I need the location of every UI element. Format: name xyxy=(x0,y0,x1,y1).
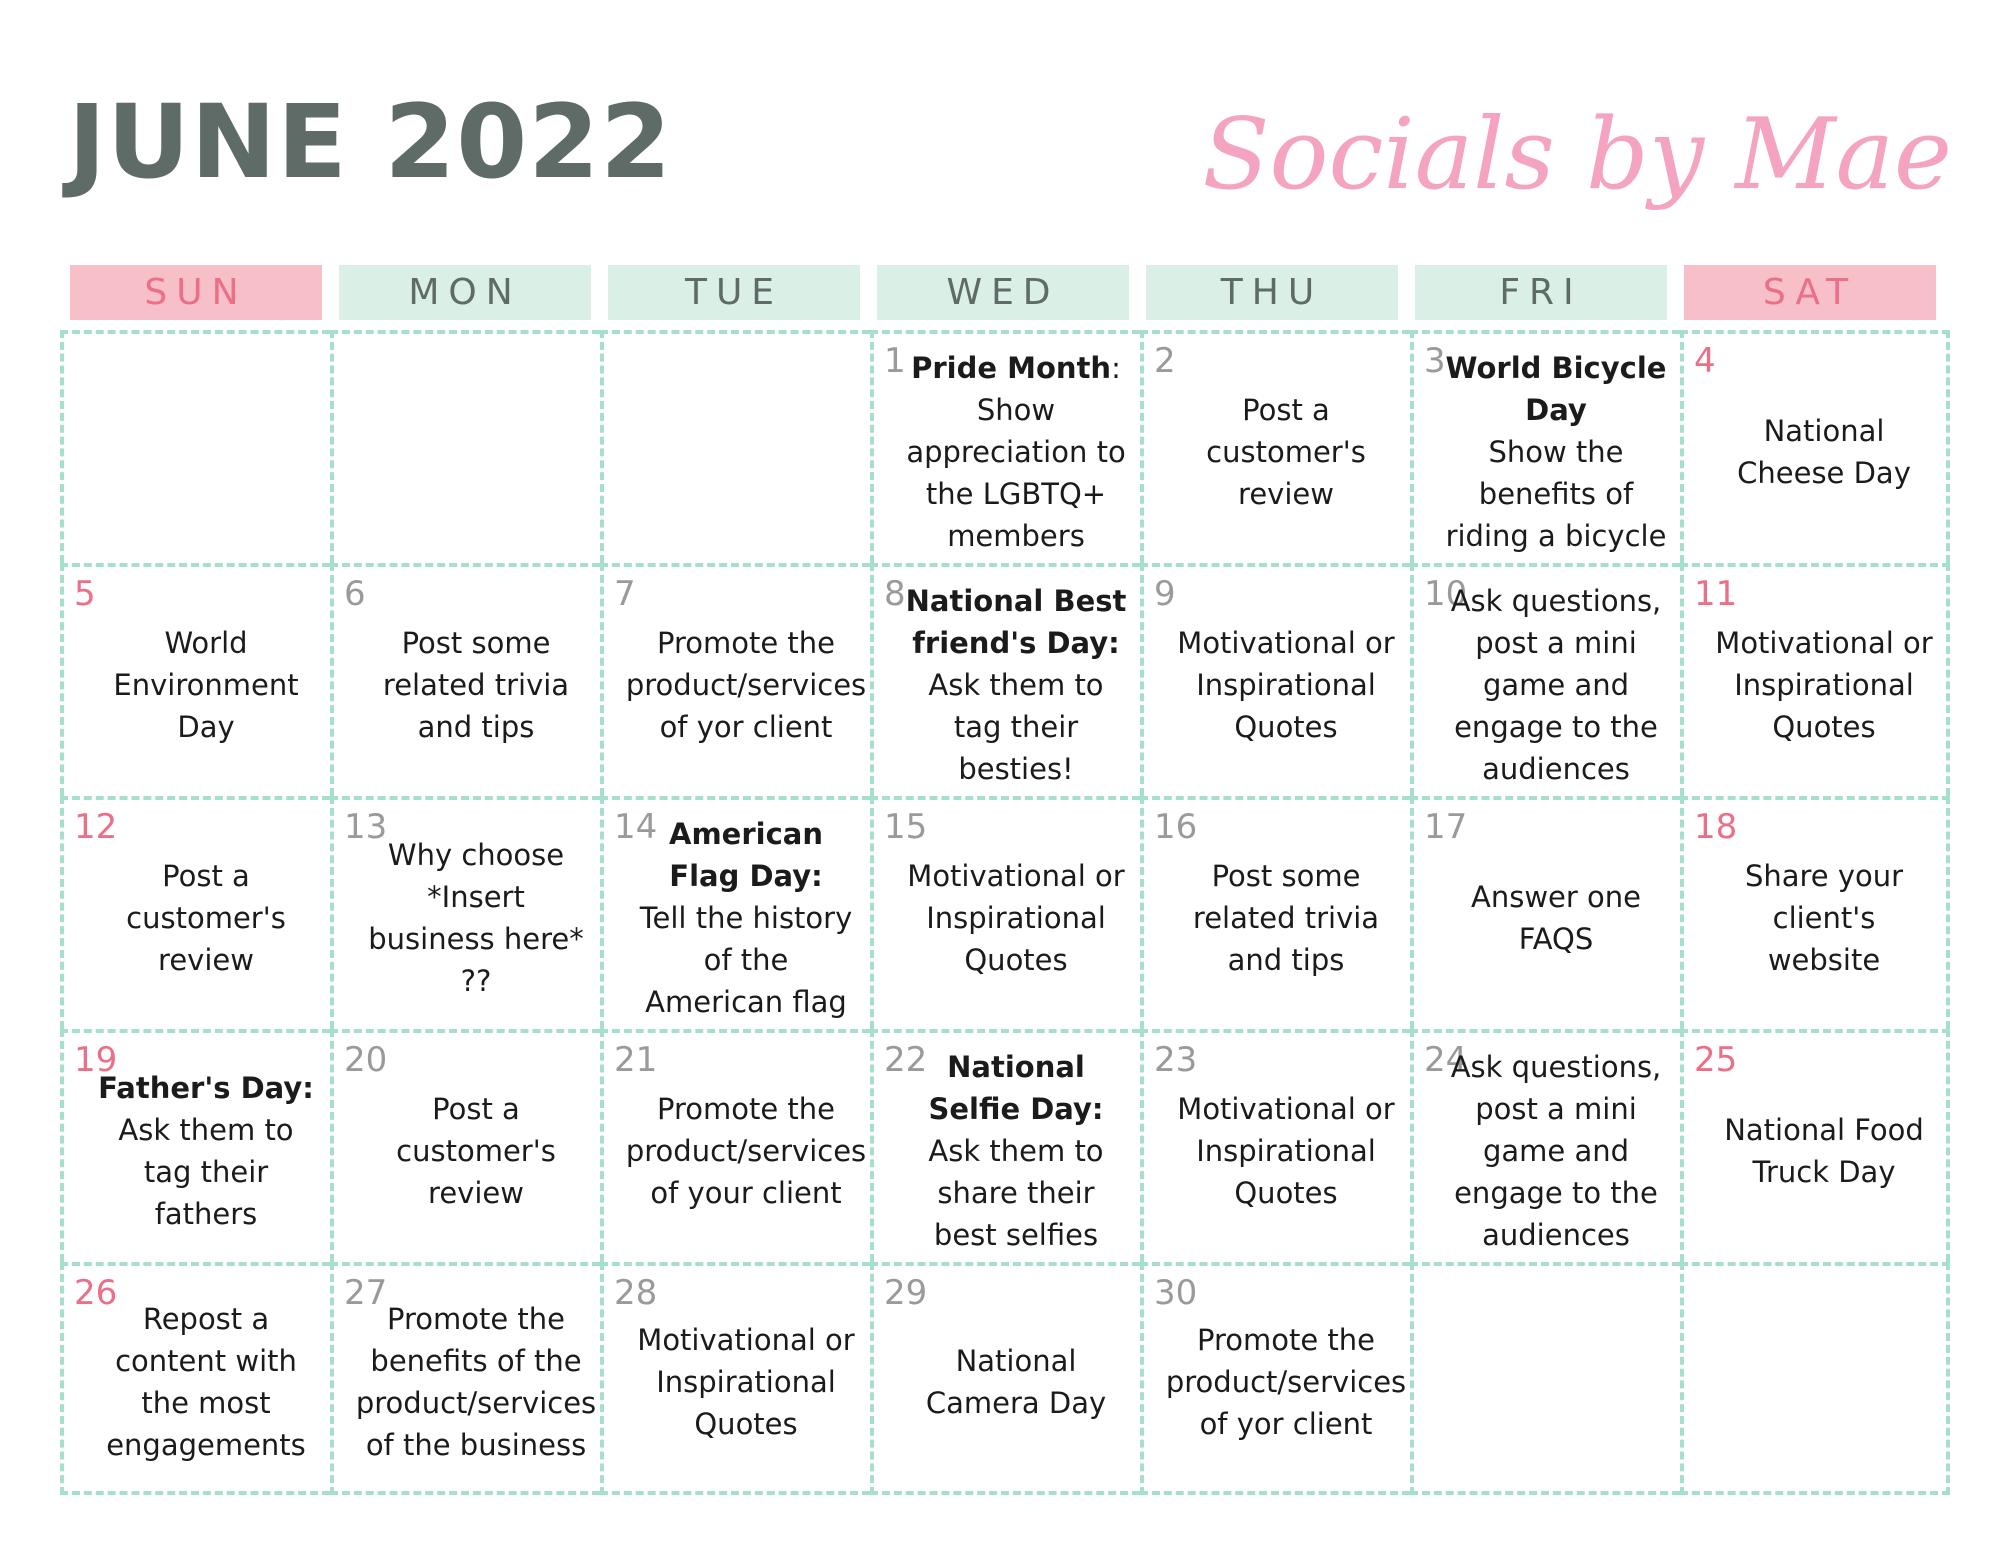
day-content xyxy=(1712,348,1936,555)
event-description: Motivational or Inspirational Quotes xyxy=(1177,1091,1395,1210)
day-content xyxy=(362,814,590,1021)
day-content xyxy=(625,581,867,788)
calendar-day-2 xyxy=(1140,330,1410,563)
event-description: Motivational or Inspirational Quotes xyxy=(1715,625,1933,744)
day-content xyxy=(902,1280,1130,1483)
calendar-day-13 xyxy=(330,796,600,1029)
event-description: Ask them to tag their besties! xyxy=(928,667,1104,786)
day-number: 22 xyxy=(884,1040,928,1080)
event-description: Show appreciation to the LGBTQ+ members xyxy=(906,392,1126,553)
day-number: 21 xyxy=(614,1040,658,1080)
day-content xyxy=(1172,581,1400,788)
calendar-day-21 xyxy=(600,1029,870,1262)
calendar-day-3 xyxy=(1410,330,1680,563)
event-description: Motivational or Inspirational Quotes xyxy=(1177,625,1395,744)
day-number: 4 xyxy=(1694,341,1716,381)
event-description: Post a customer's review xyxy=(126,858,286,977)
day-content xyxy=(1442,814,1670,1021)
calendar-title: JUNE 2022 xyxy=(68,83,673,202)
day-content xyxy=(1712,814,1936,1021)
calendar-day-6 xyxy=(330,563,600,796)
day-number: 28 xyxy=(614,1273,658,1313)
day-number: 17 xyxy=(1424,807,1468,847)
calendar-day-20 xyxy=(330,1029,600,1262)
event-description: Share your client's website xyxy=(1744,858,1904,977)
weekday-header-sat: SAT xyxy=(1684,265,1936,320)
day-number: 16 xyxy=(1154,807,1198,847)
day-number: 18 xyxy=(1694,807,1738,847)
event-description: Motivational or Inspirational Quotes xyxy=(637,1322,855,1441)
event-title: Father's Day: xyxy=(98,1070,314,1105)
event-description: Ask them to tag their fathers xyxy=(118,1112,294,1231)
calendar-day-19 xyxy=(60,1029,330,1262)
day-number: 14 xyxy=(614,807,658,847)
weekday-header-tue: TUE xyxy=(608,265,860,320)
day-content xyxy=(902,814,1130,1021)
event-title: World Bicycle Day xyxy=(1445,350,1667,427)
event-description: Promote the benefits of the product/services of the business xyxy=(355,1301,597,1462)
calendar-day-26 xyxy=(60,1262,330,1495)
calendar-day-23 xyxy=(1140,1029,1410,1262)
day-number: 10 xyxy=(1424,574,1468,614)
day-number: 13 xyxy=(344,807,388,847)
day-number: 11 xyxy=(1694,574,1738,614)
event-description: Post some related trivia and tips xyxy=(382,625,570,744)
calendar-day-30 xyxy=(1140,1262,1410,1495)
calendar-day-4 xyxy=(1680,330,1950,563)
day-content xyxy=(1172,348,1400,555)
event-description: Post a customer's review xyxy=(1206,392,1366,511)
calendar-day-11 xyxy=(1680,563,1950,796)
calendar-empty-cell xyxy=(1410,1262,1680,1495)
event-description: Why choose *Insert business here* ?? xyxy=(368,837,584,998)
day-content xyxy=(1712,581,1936,788)
event-description: Promote the product/services of your client xyxy=(625,1091,867,1210)
calendar-day-29 xyxy=(870,1262,1140,1495)
day-content xyxy=(902,1047,1130,1254)
calendar-day-8 xyxy=(870,563,1140,796)
weekday-header-wed: WED xyxy=(877,265,1129,320)
event-title: American Flag Day: xyxy=(669,816,823,893)
day-number: 5 xyxy=(74,574,96,614)
day-content xyxy=(1172,1047,1400,1254)
day-number: 7 xyxy=(614,574,636,614)
event-description: Ask questions, post a mini game and engage to the audiences xyxy=(1450,1049,1662,1252)
event-description: Repost a content with the most engagements xyxy=(106,1301,306,1462)
event-description: World Environment Day xyxy=(113,625,299,744)
event-description: Promote the product/services of yor client xyxy=(1165,1322,1407,1441)
weekday-header-row xyxy=(70,265,1938,320)
calendar-day-25 xyxy=(1680,1029,1950,1262)
calendar-empty-cell xyxy=(60,330,330,563)
calendar-day-18 xyxy=(1680,796,1950,1029)
event-description: National Camera Day xyxy=(925,1343,1107,1420)
day-number: 9 xyxy=(1154,574,1176,614)
day-number: 23 xyxy=(1154,1040,1198,1080)
day-number: 12 xyxy=(74,807,118,847)
calendar-empty-cell xyxy=(600,330,870,563)
day-number: 8 xyxy=(884,574,906,614)
weekday-header-sun: SUN xyxy=(70,265,322,320)
event-title-suffix: : xyxy=(1111,350,1121,385)
day-content xyxy=(632,814,860,1021)
day-content xyxy=(1442,1047,1670,1254)
calendar-day-10 xyxy=(1410,563,1680,796)
day-content xyxy=(92,1280,320,1483)
calendar-day-27 xyxy=(330,1262,600,1495)
day-content xyxy=(362,1047,590,1254)
day-number: 15 xyxy=(884,807,928,847)
calendar-grid xyxy=(60,330,1950,1495)
event-description: Tell the history of the American flag xyxy=(639,900,853,1019)
calendar-day-7 xyxy=(600,563,870,796)
event-title: National Selfie Day: xyxy=(928,1049,1104,1126)
calendar-empty-cell xyxy=(1680,1262,1950,1495)
calendar-day-22 xyxy=(870,1029,1140,1262)
event-description: Ask questions, post a mini game and engage to the audiences xyxy=(1450,583,1662,786)
day-content xyxy=(632,1280,860,1483)
calendar-day-1 xyxy=(870,330,1140,563)
calendar-day-15 xyxy=(870,796,1140,1029)
day-content xyxy=(1172,814,1400,1021)
calendar-day-5 xyxy=(60,563,330,796)
calendar-day-12 xyxy=(60,796,330,1029)
day-number: 20 xyxy=(344,1040,388,1080)
day-content xyxy=(1442,581,1670,788)
event-description: Ask them to share their best selfies xyxy=(928,1133,1104,1252)
event-description: Show the benefits of riding a bicycle xyxy=(1445,434,1667,553)
event-description: National Cheese Day xyxy=(1737,413,1911,490)
day-number: 25 xyxy=(1694,1040,1738,1080)
event-title: Pride Month xyxy=(911,350,1112,385)
calendar-day-16 xyxy=(1140,796,1410,1029)
day-number: 29 xyxy=(884,1273,928,1313)
day-number: 2 xyxy=(1154,341,1176,381)
event-description: National Food Truck Day xyxy=(1724,1112,1924,1189)
event-description: Post a customer's review xyxy=(396,1091,556,1210)
day-content xyxy=(92,1047,320,1254)
day-number: 27 xyxy=(344,1273,388,1313)
weekday-header-mon: MON xyxy=(339,265,591,320)
day-content xyxy=(1442,348,1670,555)
calendar-day-24 xyxy=(1410,1029,1680,1262)
day-content xyxy=(902,581,1130,788)
day-number: 3 xyxy=(1424,341,1446,381)
event-description: Motivational or Inspirational Quotes xyxy=(907,858,1125,977)
event-description: Answer one FAQS xyxy=(1471,879,1641,956)
event-description: Promote the product/services of yor client xyxy=(625,625,867,744)
event-title: National Best friend's Day: xyxy=(905,583,1127,660)
day-number: 1 xyxy=(884,341,906,381)
day-number: 30 xyxy=(1154,1273,1198,1313)
weekday-header-fri: FRI xyxy=(1415,265,1667,320)
calendar-empty-cell xyxy=(330,330,600,563)
day-content xyxy=(902,348,1130,555)
day-content xyxy=(1712,1047,1936,1254)
brand-signature: Socials by Mae xyxy=(1202,98,1952,212)
calendar-day-28 xyxy=(600,1262,870,1495)
calendar-day-14 xyxy=(600,796,870,1029)
day-number: 6 xyxy=(344,574,366,614)
calendar-day-17 xyxy=(1410,796,1680,1029)
weekday-header-thu: THU xyxy=(1146,265,1398,320)
day-content xyxy=(92,581,320,788)
day-number: 19 xyxy=(74,1040,118,1080)
calendar-day-9 xyxy=(1140,563,1410,796)
day-content xyxy=(362,581,590,788)
event-description: Post some related trivia and tips xyxy=(1192,858,1380,977)
day-number: 24 xyxy=(1424,1040,1468,1080)
day-number: 26 xyxy=(74,1273,118,1313)
day-content xyxy=(92,814,320,1021)
